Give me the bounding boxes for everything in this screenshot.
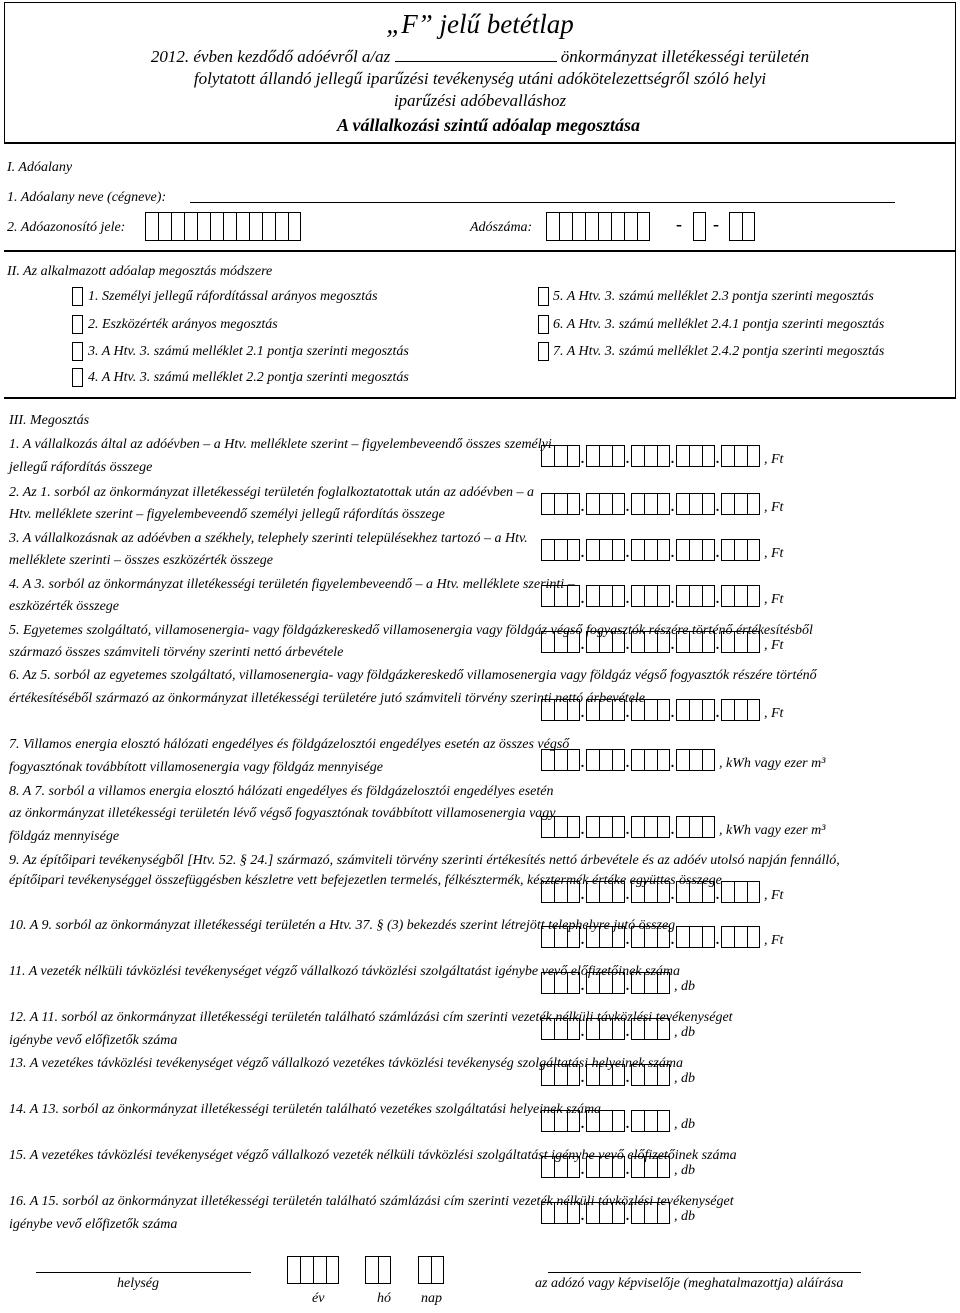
row-6-text: 6. Az 5. sorból az egyetemes szolgáltató, villamosenergia- vagy földgázkereskedő villamosenergia vagy földgáz végső fogyasztók részére történő xyxy=(9,668,817,683)
row-11-amount-field[interactable] xyxy=(541,972,695,994)
row-15-amount-field[interactable] xyxy=(541,1156,695,1178)
tax-number-dash-1: - xyxy=(676,214,682,234)
row-6-text: értékesítéséből származó az önkormányzat illetékességi területére jutó számviteli törvény szerinti nettó árbevétele xyxy=(9,691,645,706)
row-14-amount-field[interactable] xyxy=(541,1110,695,1132)
row-16-amount-field[interactable] xyxy=(541,1202,695,1224)
tax-id-label: 2. Adóazonosító jele: xyxy=(7,220,126,235)
header-line-1 xyxy=(5,47,955,67)
place-line[interactable] xyxy=(36,1272,251,1273)
thousands-separator: . xyxy=(671,592,675,607)
row-8-text: földgáz mennyisége xyxy=(9,829,120,844)
row-3-text: melléklete szerinti – összes eszközérték összege xyxy=(9,553,273,568)
row-9-unit: , Ft xyxy=(764,888,784,903)
thousands-separator: . xyxy=(581,452,585,467)
thousands-separator: . xyxy=(626,1025,630,1040)
row-8-text: 8. A 7. sorból a villamos energia elosztó hálózati engedélyes és földgázelosztói engedélyes esetén xyxy=(9,784,554,799)
row-5-amount-field[interactable] xyxy=(541,631,783,653)
thousands-separator: . xyxy=(626,1163,630,1178)
year-boxes[interactable] xyxy=(287,1256,339,1284)
row-7-text: 7. Villamos energia elosztó hálózati engedélyes és földgázelosztói engedélyes esetén az összes végső xyxy=(9,737,570,752)
row-9-text: 9. Az építőipari tevékenységből [Htv. 52. § 24.] származó, számviteli törvény szerinti értékesítés nettó árbevétele és az adóév utolsó napján fennálló, xyxy=(9,853,840,868)
row-9-text: építőipari tevékenységgel összefüggésben készletre vett befejezetlen termelés, félkésztermék, késztermék értéke együttes összege xyxy=(9,873,722,888)
thousands-separator: . xyxy=(626,979,630,994)
method-option-label: 2. Eszközérték arányos megosztás xyxy=(88,317,278,332)
thousands-separator: . xyxy=(581,933,585,948)
thousands-separator: . xyxy=(626,823,630,838)
row-15-text: 15. A vezetékes távközlési tevékenységet végző vállalkozó vezeték nélküli távközlési szolgáltatást igénybe vevő előfizetőinek száma xyxy=(9,1148,737,1163)
row-4-amount-field[interactable] xyxy=(541,585,783,607)
header-line-2: folytatott állandó jellegű iparűzési tevékenység utáni adókötelezettségről szóló helyi xyxy=(193,69,767,88)
taxpayer-name-label: 1. Adóalany neve (cégneve): xyxy=(7,190,167,205)
thousands-separator: . xyxy=(626,706,630,721)
row-2-amount-field[interactable] xyxy=(541,493,783,515)
thousands-separator: . xyxy=(581,1163,585,1178)
row-1-unit: , Ft xyxy=(764,452,784,467)
month-label: hó xyxy=(377,1291,391,1306)
thousands-separator: . xyxy=(581,706,585,721)
row-5-text: származó összes számviteli törvény szerinti nettó árbevétele xyxy=(9,645,344,660)
method-checkbox-1[interactable] xyxy=(72,287,83,306)
method-checkbox-3[interactable] xyxy=(72,342,83,361)
row-10-unit: , Ft xyxy=(764,933,784,948)
thousands-separator: . xyxy=(581,1209,585,1224)
section-2-title: II. Az alkalmazott adóalap megosztás módszere xyxy=(7,264,273,279)
tax-number-boxes-b[interactable] xyxy=(693,212,706,241)
method-checkbox-6[interactable] xyxy=(538,315,549,334)
method-option-label: 5. A Htv. 3. számú melléklet 2.3 pontja szerinti megosztás xyxy=(553,289,874,304)
section-3-title: III. Megosztás xyxy=(9,413,90,428)
signature-label: az adózó vagy képviselője (meghatalmazottja) aláírása xyxy=(535,1276,844,1291)
row-13-unit: , db xyxy=(674,1071,695,1086)
row-2-text: Htv. melléklete szerint – figyelembeveendő személyi jellegű ráfordítás összege xyxy=(9,507,445,522)
header-line-1-post: önkormányzat illetékességi területén xyxy=(560,47,810,66)
row-12-text: 12. A 11. sorból az önkormányzat illetékességi területén található számlázási cím szerinti vezeték nélküli távközlési tevékenységet xyxy=(9,1010,733,1025)
row-7-text: fogyasztónak továbbított villamosenergia vagy földgáz mennyisége xyxy=(9,760,383,775)
thousands-separator: . xyxy=(581,1117,585,1132)
row-6-unit: , Ft xyxy=(764,706,784,721)
thousands-separator: . xyxy=(581,546,585,561)
tax-number-boxes-c[interactable] xyxy=(729,212,755,241)
municipality-blank[interactable] xyxy=(395,47,557,62)
row-14-text: 14. A 13. sorból az önkormányzat illetékességi területén található vezetékes szolgáltatási helyeinek száma xyxy=(9,1102,602,1117)
thousands-separator: . xyxy=(716,933,720,948)
row-1-text: jellegű ráfordítás összege xyxy=(9,460,153,475)
thousands-separator: . xyxy=(716,888,720,903)
thousands-separator: . xyxy=(581,500,585,515)
thousands-separator: . xyxy=(581,823,585,838)
divider-1 xyxy=(4,250,956,252)
row-16-unit: , db xyxy=(674,1209,695,1224)
place-label: helység xyxy=(117,1276,159,1291)
tax-id-boxes[interactable] xyxy=(145,212,301,241)
thousands-separator: . xyxy=(671,546,675,561)
thousands-separator: . xyxy=(626,638,630,653)
method-option-label: 1. Személyi jellegű ráfordítással arányos megosztás xyxy=(88,289,378,304)
thousands-separator: . xyxy=(716,638,720,653)
taxpayer-name-field[interactable] xyxy=(190,202,895,203)
method-option-label: 4. A Htv. 3. számú melléklet 2.2 pontja szerinti megosztás xyxy=(88,370,409,385)
row-2-unit: , Ft xyxy=(764,500,784,515)
method-option-label: 6. A Htv. 3. számú melléklet 2.4.1 pontja szerinti megosztás xyxy=(553,317,885,332)
thousands-separator: . xyxy=(671,638,675,653)
thousands-separator: . xyxy=(671,823,675,838)
row-10-text: 10. A 9. sorból az önkormányzat illetékességi területén a Htv. 37. § (3) bekezdés szerint létrejött telephelyre jutó összeg xyxy=(9,918,676,933)
thousands-separator: . xyxy=(626,452,630,467)
row-1-amount-field[interactable] xyxy=(541,445,783,467)
row-3-text: 3. A vállalkozásnak az adóévben a székhely, telephely szerinti településekhez tartozó – a Htv. xyxy=(9,531,528,546)
thousands-separator: . xyxy=(626,500,630,515)
tax-number-label: Adószáma: xyxy=(470,220,533,235)
form-title: „F” jelű betétlap xyxy=(386,9,574,39)
thousands-separator: . xyxy=(581,592,585,607)
thousands-separator: . xyxy=(581,1025,585,1040)
row-8-amount-field[interactable] xyxy=(541,816,825,838)
row-13-text: 13. A vezetékes távközlési tevékenységet végző vállalkozó vezetékes távközlési tevékenység szolgáltatási helyeinek száma xyxy=(9,1056,683,1071)
row-4-unit: , Ft xyxy=(764,592,784,607)
day-label: nap xyxy=(421,1291,442,1306)
row-7-unit: , kWh vagy ezer m³ xyxy=(719,756,826,771)
right-border xyxy=(955,141,956,397)
thousands-separator: . xyxy=(626,546,630,561)
thousands-separator: . xyxy=(671,933,675,948)
row-11-unit: , db xyxy=(674,979,695,994)
thousands-separator: . xyxy=(716,500,720,515)
row-7-amount-field[interactable] xyxy=(541,749,825,771)
thousands-separator: . xyxy=(626,933,630,948)
signature-line[interactable] xyxy=(548,1272,861,1273)
row-8-text: az önkormányzat illetékességi területén lévő végső fogyasztónak továbbított villamosenergia vagy xyxy=(9,806,556,821)
thousands-separator: . xyxy=(626,1209,630,1224)
thousands-separator: . xyxy=(671,500,675,515)
tax-number-boxes-a[interactable] xyxy=(546,212,650,241)
row-4-text: eszközérték összege xyxy=(9,599,120,614)
row-10-amount-field[interactable] xyxy=(541,926,783,948)
thousands-separator: . xyxy=(716,706,720,721)
divider-2 xyxy=(4,397,956,399)
row-11-text: 11. A vezeték nélküli távközlési tevékenységet végző vállalkozó távközlési szolgáltatást igénybe vevő előfizetőinek száma xyxy=(9,964,681,979)
thousands-separator: . xyxy=(671,452,675,467)
thousands-separator: . xyxy=(626,1071,630,1086)
method-checkbox-4[interactable] xyxy=(72,368,83,387)
thousands-separator: . xyxy=(626,1117,630,1132)
month-boxes[interactable] xyxy=(365,1256,391,1284)
row-12-unit: , db xyxy=(674,1025,695,1040)
header-line-1-pre: 2012. évben kezdődő adóévről a/az xyxy=(150,47,391,66)
method-option-label: 7. A Htv. 3. számú melléklet 2.4.2 pontja szerinti megosztás xyxy=(553,344,885,359)
row-9-amount-field[interactable] xyxy=(541,881,783,903)
thousands-separator: . xyxy=(581,979,585,994)
thousands-separator: . xyxy=(716,592,720,607)
method-checkbox-7[interactable] xyxy=(538,342,549,361)
row-13-amount-field[interactable] xyxy=(541,1064,695,1086)
thousands-separator: . xyxy=(581,1071,585,1086)
thousands-separator: . xyxy=(671,756,675,771)
row-16-text: 16. A 15. sorból az önkormányzat illetékességi területén található számlázási cím szerinti vezeték nélküli távközlési tevékenységet xyxy=(9,1194,734,1209)
thousands-separator: . xyxy=(581,756,585,771)
thousands-separator: . xyxy=(716,546,720,561)
header-box xyxy=(4,2,956,144)
thousands-separator: . xyxy=(671,888,675,903)
method-option-label: 3. A Htv. 3. számú melléklet 2.1 pontja szerinti megosztás xyxy=(88,344,409,359)
row-1-text: 1. A vállalkozás által az adóévben – a Htv. melléklete szerint – figyelembeveendő összes személyi xyxy=(9,437,552,452)
day-boxes[interactable] xyxy=(418,1256,444,1284)
row-15-unit: , db xyxy=(674,1163,695,1178)
row-5-unit: , Ft xyxy=(764,638,784,653)
form-subtitle: A vállalkozási szintű adóalap megosztása xyxy=(336,115,640,135)
thousands-separator: . xyxy=(626,756,630,771)
row-4-text: 4. A 3. sorból az önkormányzat illetékességi területén figyelembeveendő – a Htv. melléklete szerinti – xyxy=(9,577,575,592)
tax-number-dash-2: - xyxy=(713,214,719,234)
row-3-unit: , Ft xyxy=(764,546,784,561)
thousands-separator: . xyxy=(581,638,585,653)
row-16-text: igénybe vevő előfizetők száma xyxy=(9,1217,178,1232)
row-6-amount-field[interactable] xyxy=(541,699,783,721)
row-8-unit: , kWh vagy ezer m³ xyxy=(719,823,826,838)
thousands-separator: . xyxy=(626,888,630,903)
thousands-separator: . xyxy=(626,592,630,607)
row-12-text: igénybe vevő előfizetők száma xyxy=(9,1033,178,1048)
row-12-amount-field[interactable] xyxy=(541,1018,695,1040)
row-5-text: 5. Egyetemes szolgáltató, villamosenergia- vagy földgázkereskedő villamosenergia vagy földgáz végső fogyasztók részére történő értékesítésből xyxy=(9,623,813,638)
section-1-title: I. Adóalany xyxy=(7,160,73,175)
row-14-unit: , db xyxy=(674,1117,695,1132)
thousands-separator: . xyxy=(581,888,585,903)
year-label: év xyxy=(312,1291,325,1306)
row-3-amount-field[interactable] xyxy=(541,539,783,561)
method-checkbox-2[interactable] xyxy=(72,315,83,334)
thousands-separator: . xyxy=(716,452,720,467)
method-checkbox-5[interactable] xyxy=(538,287,549,306)
header-line-3: iparűzési adóbevalláshoz xyxy=(393,91,567,110)
thousands-separator: . xyxy=(671,706,675,721)
row-2-text: 2. Az 1. sorból az önkormányzat illetékességi területén foglalkoztatottak után az adóévben – a xyxy=(9,485,535,500)
